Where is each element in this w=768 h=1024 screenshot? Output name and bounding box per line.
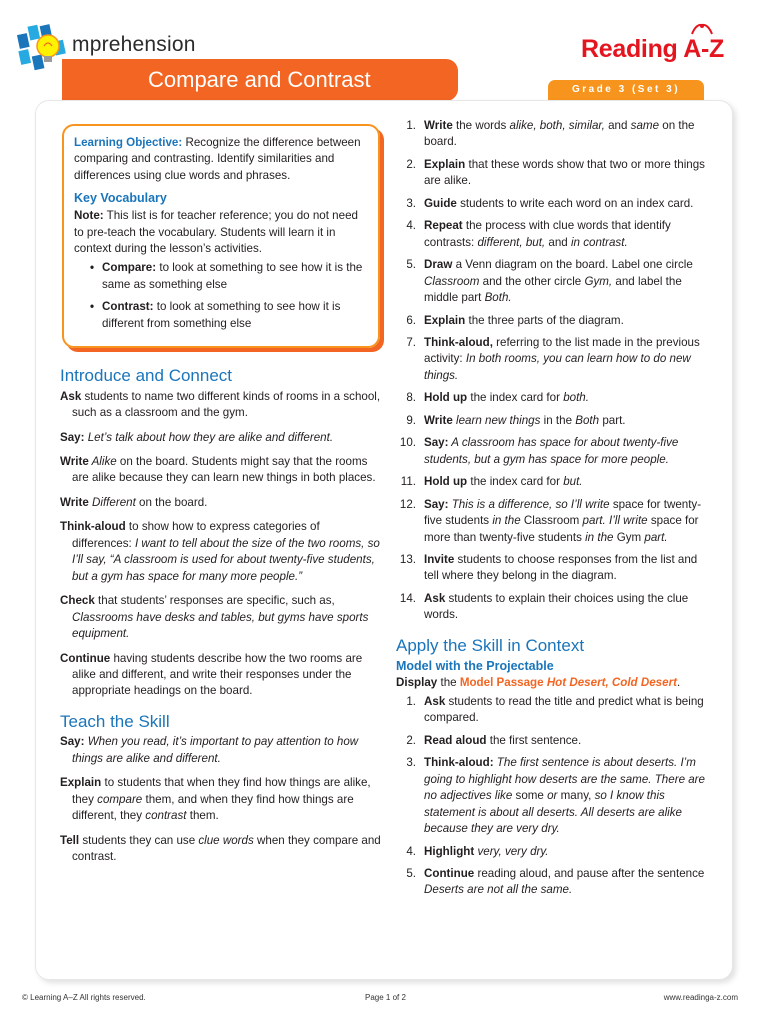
- vocabulary-note: [74, 208, 368, 257]
- step-italic: in the: [585, 530, 614, 544]
- step-italic: alike, both, similar,: [509, 119, 605, 132]
- para-italic: compare: [97, 792, 143, 806]
- step-text: the index card for: [467, 475, 564, 489]
- action-verb: Write: [424, 413, 453, 427]
- passage-label: Model Passage: [459, 676, 547, 690]
- step-number: 10.: [399, 436, 416, 450]
- action-verb: Read aloud: [424, 733, 487, 747]
- action-verb: Ask: [60, 389, 82, 403]
- list-item: [396, 196, 714, 212]
- list-item: [396, 313, 714, 329]
- step-number: 8.: [406, 391, 416, 405]
- action-verb: Display: [396, 676, 438, 690]
- action-verb: Say:: [424, 497, 449, 511]
- step-italic: part. I’ll write: [582, 514, 648, 528]
- para-italic: I want to tell about the size of the two rooms, so I’ll say, “A classroom is used for about twenty-five students, but a gym has space for many more people.”: [72, 536, 380, 583]
- vocab-definition: to look at something to see how it is different from something else: [102, 300, 341, 330]
- website-url: www.readinga-z.com: [663, 993, 738, 1002]
- action-verb: Hold up: [424, 475, 468, 489]
- vocabulary-list: [74, 260, 368, 332]
- step-text: in the: [540, 413, 576, 427]
- action-verb: Invite: [424, 552, 455, 566]
- para-italic: When you read, it’s important to pay attention to how things are alike and different.: [72, 735, 359, 765]
- introduce-para: [60, 454, 382, 487]
- para-text: .: [676, 676, 681, 690]
- step-italic: This is a difference, so I’ll write: [448, 497, 610, 511]
- step-text: students to write each word on an index card.: [456, 196, 694, 210]
- list-item: [396, 335, 714, 384]
- action-verb: Ask: [424, 694, 446, 708]
- step-italic: different, but,: [477, 235, 546, 249]
- teach-heading: Teach the Skill: [60, 711, 170, 731]
- step-text: Classroom: [520, 514, 583, 528]
- step-text: the first sentence.: [486, 733, 582, 747]
- action-verb: Hold up: [424, 391, 468, 405]
- step-italic: or: [543, 789, 561, 803]
- step-italic: so I know this statement is about all deserts. All deserts are alike because they are very dry.: [424, 789, 682, 836]
- step-italic: In both rooms, you can learn how to do new things.: [424, 352, 691, 382]
- step-number: 11.: [400, 475, 416, 489]
- action-verb: Check: [60, 594, 95, 608]
- action-verb: Guide: [424, 196, 457, 210]
- step-italic: Deserts are not all the same.: [424, 883, 573, 897]
- step-number: 9.: [406, 413, 416, 427]
- apply-subheading: Model with the Projectable: [396, 659, 554, 674]
- para-text: to show how to express categories of differences:: [72, 520, 320, 550]
- list-item: [396, 844, 714, 860]
- step-number: 4.: [406, 219, 416, 233]
- step-italic: Both: [575, 413, 600, 427]
- apply-steps-list: [396, 694, 714, 899]
- introduce-para: [60, 651, 382, 700]
- step-number: 4.: [406, 844, 416, 858]
- teach-para: [60, 734, 382, 767]
- introduce-para: [60, 519, 382, 585]
- list-item: [396, 257, 714, 306]
- steps-list: [396, 118, 714, 624]
- action-verb: Repeat: [424, 219, 463, 233]
- action-verb: Draw: [424, 258, 453, 272]
- list-item: [396, 218, 714, 251]
- step-italic: but.: [563, 475, 583, 489]
- step-number: 2.: [406, 733, 416, 747]
- step-italic: Gym,: [584, 274, 613, 288]
- note-label: Note:: [74, 209, 104, 223]
- step-italic: in contrast.: [570, 235, 628, 249]
- para-text: students they can use: [79, 833, 199, 847]
- action-verb: Tell: [60, 833, 80, 847]
- step-italic: part.: [644, 530, 668, 544]
- list-item: [396, 866, 714, 899]
- para-italic: clue words: [198, 833, 254, 847]
- vocab-term: Compare:: [102, 261, 157, 275]
- list-item: [396, 755, 714, 837]
- step-text: and: [545, 235, 571, 249]
- step-number: 1.: [406, 694, 416, 708]
- list-item: [396, 591, 714, 624]
- step-number: 1.: [406, 119, 416, 132]
- para-text: having students describe how the two rooms are alike and different, and write their responses under the appropriate headings on the board.: [72, 651, 363, 698]
- step-text: the process with clue words that identify contrasts:: [424, 219, 671, 249]
- left-column: [60, 124, 382, 873]
- para-italic: Alike: [88, 455, 117, 469]
- objective-box: [62, 124, 380, 348]
- step-italic: very, very dry.: [474, 844, 549, 858]
- introduce-para: [60, 495, 382, 511]
- action-verb: Think-aloud: [60, 520, 126, 534]
- list-item: [74, 299, 368, 332]
- step-text: and the other circle: [479, 274, 585, 288]
- step-number: 5.: [406, 866, 416, 880]
- action-verb: Continue: [60, 651, 111, 665]
- para-italic: Different: [88, 495, 136, 509]
- action-verb: Write: [60, 495, 89, 509]
- step-italic: The first sentence is about deserts. I’m going to highlight how deserts are the same. There are no adjectives like: [424, 756, 705, 803]
- para-text: students to name two different kinds of rooms in a school, such as a classroom and the gym.: [72, 389, 381, 420]
- step-number: 14.: [399, 591, 416, 605]
- list-item: [396, 157, 714, 190]
- para-italic: Classrooms have desks and tables, but gyms have sports equipment.: [72, 610, 369, 641]
- introduce-para: [60, 593, 382, 642]
- step-number: 5.: [406, 258, 416, 272]
- teach-para: [60, 833, 382, 866]
- step-italic: both.: [563, 391, 589, 405]
- step-number: 7.: [406, 335, 416, 349]
- step-text: the index card for: [467, 391, 564, 405]
- introduce-para: [60, 430, 382, 446]
- step-number: 3.: [406, 756, 416, 770]
- step-number: 12.: [399, 497, 416, 511]
- para-text: on the board.: [135, 495, 208, 509]
- para-text: Let’s talk about how they are alike and different.: [84, 430, 334, 444]
- action-verb: Say:: [424, 436, 449, 450]
- para-italic: contrast: [145, 809, 187, 823]
- display-instruction: [396, 675, 714, 691]
- introduce-heading: Introduce and Connect: [60, 366, 233, 386]
- action-verb: Say:: [60, 735, 85, 749]
- action-verb: Explain: [60, 776, 102, 790]
- action-verb: Ask: [424, 591, 446, 605]
- brand-name: mprehension: [72, 33, 196, 56]
- step-text: part.: [599, 413, 626, 427]
- step-text: space for twenty-five students: [424, 497, 702, 528]
- list-item: [396, 474, 714, 490]
- para-text: the: [437, 676, 460, 690]
- list-item: [396, 497, 714, 546]
- step-italic: A classroom has space for about twenty-five students, but a gym has space for more people.: [424, 436, 679, 466]
- para-text: on the board. Students might say that the rooms are alike because they can learn new things in both places.: [72, 455, 376, 485]
- step-text: on the board.: [424, 119, 695, 149]
- para-text: them.: [186, 809, 219, 823]
- step-text: Gym: [613, 530, 645, 544]
- grade-label: Grade 3 (Set 3): [548, 80, 704, 100]
- step-text: students to choose responses from the list and tell where they belong in the diagram.: [424, 552, 698, 583]
- step-text: students to explain their choices using the clue words.: [424, 591, 689, 622]
- list-item: [396, 118, 714, 151]
- action-verb: Write: [424, 119, 453, 132]
- vocab-definition: to look at something to see how it is the same as something else: [102, 261, 363, 291]
- list-item: [396, 413, 714, 429]
- teach-para: [60, 775, 382, 824]
- copyright: © Learning A–Z All rights reserved.: [22, 993, 146, 1002]
- step-text: and label the middle part: [424, 274, 682, 305]
- step-text: space for more than twenty-five students: [424, 514, 699, 544]
- introduce-para: [60, 389, 382, 422]
- step-number: 13.: [399, 552, 416, 566]
- para-text: that students’ responses are specific, such as,: [94, 594, 335, 608]
- step-number: 2.: [406, 157, 416, 171]
- step-number: 6.: [406, 313, 416, 327]
- key-vocabulary-heading: Key Vocabulary: [74, 191, 167, 206]
- step-text: the three parts of the diagram.: [465, 313, 624, 327]
- step-text: students to read the title and predict what is being compared.: [424, 694, 704, 725]
- list-item: [396, 435, 714, 468]
- note-text: This list is for teacher reference; you do not need to pre-teach the vocabulary. Students will learn it in context during the lesson’s activities.: [74, 209, 358, 256]
- step-number: 3.: [406, 196, 416, 210]
- para-text: to students that when they find how things are alike, they: [72, 776, 371, 806]
- action-verb: Explain: [424, 157, 466, 171]
- step-text: some: [515, 789, 544, 803]
- learning-objective-label: Learning Objective:: [74, 136, 183, 149]
- list-item: [396, 390, 714, 406]
- step-text: that these words show that two or more things are alike.: [424, 157, 705, 188]
- step-text: referring to the list made in the previous activity:: [424, 335, 700, 366]
- action-verb: Explain: [424, 313, 466, 327]
- step-italic: learn new things: [452, 413, 541, 427]
- action-verb: Continue: [424, 866, 475, 880]
- list-item: [396, 733, 714, 749]
- para-text: them, and when they find how things are different, they: [72, 792, 354, 823]
- step-text: the words: [452, 119, 510, 132]
- step-text: and: [604, 119, 631, 132]
- para-text: when they compare and contrast.: [72, 833, 381, 864]
- step-italic: same: [630, 119, 660, 132]
- action-verb: Think-aloud,: [424, 335, 493, 349]
- page-number: Page 1 of 2: [365, 993, 406, 1002]
- action-verb: Write: [60, 455, 89, 469]
- list-item: [74, 260, 368, 293]
- action-verb: Highlight: [424, 844, 475, 858]
- step-italic: Both.: [484, 291, 512, 305]
- learning-objective: [74, 135, 368, 184]
- step-italic: Classroom: [424, 274, 480, 288]
- page-title: Compare and Contrast: [148, 67, 371, 92]
- vocab-term: Contrast:: [102, 300, 154, 314]
- step-text: reading aloud, and pause after the sentence: [474, 866, 705, 880]
- apply-heading: Apply the Skill in Context: [396, 635, 585, 655]
- publisher-logo: Reading A-Z: [581, 35, 724, 63]
- step-italic: in the: [492, 514, 521, 528]
- right-column: [396, 118, 714, 905]
- list-item: [396, 552, 714, 585]
- passage-title: Hot Desert, Cold Desert: [546, 676, 677, 690]
- list-item: [396, 694, 714, 727]
- learning-objective-text: Recognize the difference between comparing and contrasting. Identify similarities and differences using clue words and phrases.: [74, 136, 361, 182]
- action-verb: Say:: [60, 430, 85, 444]
- step-text: a Venn diagram on the board. Label one circle: [452, 258, 693, 272]
- step-text: many,: [560, 789, 592, 803]
- action-verb: Think-aloud:: [424, 756, 494, 770]
